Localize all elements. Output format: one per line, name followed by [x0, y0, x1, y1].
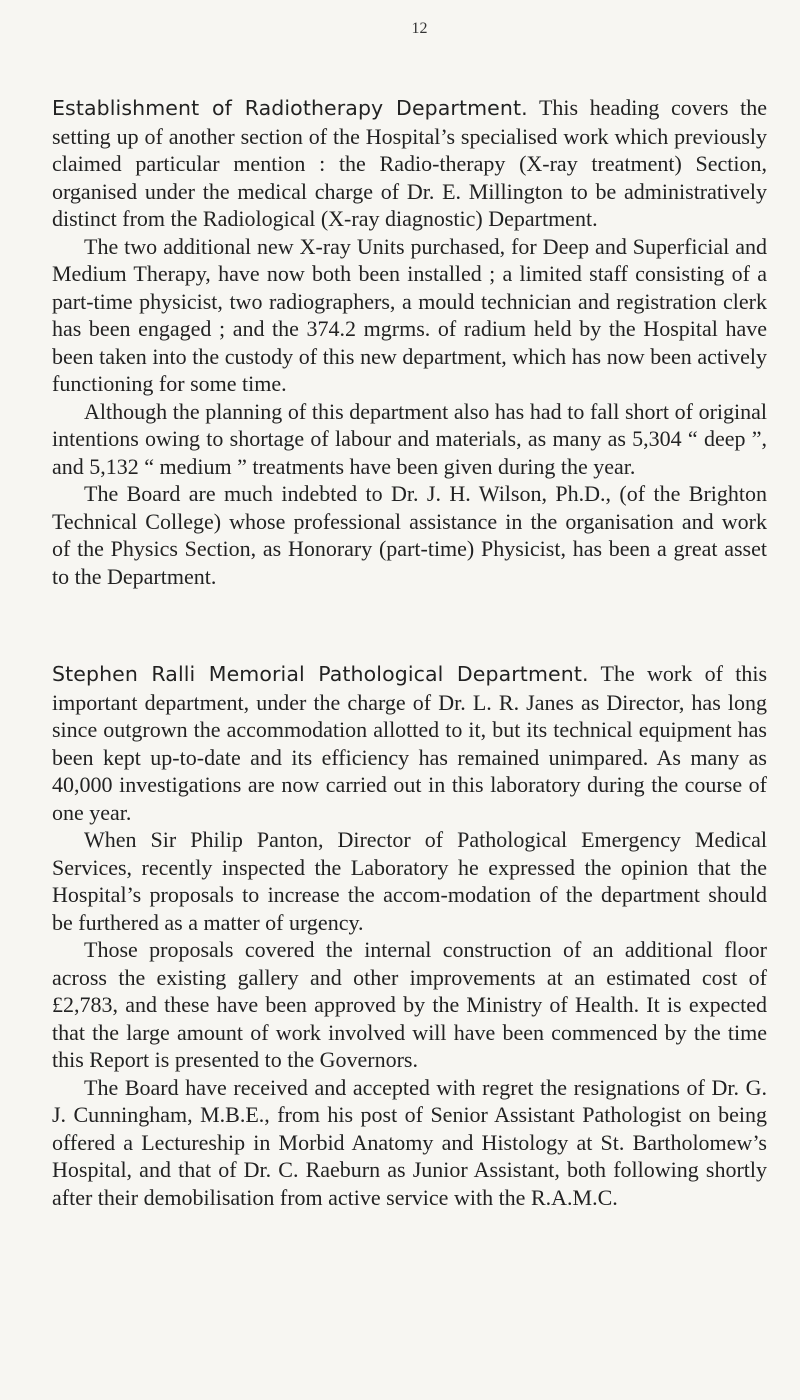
paragraph: The Board are much indebted to Dr. J. H. Wilson, Ph.D., (of the Brighton Technical College) whose professional assistance in the organisation and work of the Physics Section, as Honorary (part-time) Physicist, has been a great asset to the Department.	[52, 481, 767, 589]
paragraph: Those proposals covered the internal construction of an additional floor across the existing gallery and other improvements at an estimated cost of £2,783, and these have been approved by the Ministry of Health. It is expected that the large amount of work involved will have been commenced by the time this Report is presented to the Governors.	[52, 937, 767, 1072]
paragraph: The Board have received and accepted with regret the resignations of Dr. G. J. Cunningham, M.B.E., from his post of Senior Assistant Pathologist on being offered a Lectureship in Morbid Anatomy and Histology at St. Bartholomew’s Hospital, and that of Dr. C. Raeburn as Junior Assistant, both following shortly after their demobilisation from active service with the R.A.M.C.	[52, 1074, 767, 1210]
paragraph-text: The work of this important department, under the charge of Dr. L. R. Janes as Director, has long since outgrown the accommodation allotted to it, but its technical equipment has been kept up-to-date and its efficiency has remained unimpared. As many as 40,000 investigations are now carried out in this laboratory during the course of one year.	[52, 661, 768, 825]
section-heading: Establishment of Radiotherapy Department.	[52, 96, 528, 120]
page-number: 12	[411, 20, 428, 37]
paragraph	[52, 94, 767, 233]
paragraph: Although the planning of this department also has had to fall short of original intentions owing to shortage of labour and materials, as many as 5,304 “ deep ”, and 5,132 “ medium ” treatments have been given during the year.	[52, 398, 767, 479]
section-heading: Stephen Ralli Memorial Pathological Department.	[52, 662, 589, 686]
paragraph: The two additional new X-ray Units purchased, for Deep and Superficial and Medium Therapy, have now both been installed ; a limited staff consisting of a part-time physicist, two radiographers, a mould technician and registration clerk has been engaged ; and the 374.2 mgrms. of radium held by the Hospital have been taken into the custody of this new department, which has now been actively functioning for some time.	[52, 233, 767, 396]
section-pathological	[52, 660, 767, 1211]
paragraph: When Sir Philip Panton, Director of Pathological Emergency Medical Services, recently inspected the Laboratory he expressed the opinion that the Hospital’s proposals to increase the accom-modation of the department should be furthered as a matter of urgency.	[52, 827, 767, 935]
document-page	[52, 20, 767, 1211]
paragraph-text: This heading covers the setting up of another section of the Hospital’s specialised work which previously claimed particular mention : the Radio-therapy (X-ray treatment) Section, organised under the medical charge of Dr. E. Millington to be administratively distinct from the Radiological (X-ray diagnostic) Department.	[52, 95, 767, 231]
paragraph	[52, 660, 767, 826]
section-radiotherapy	[52, 94, 767, 590]
